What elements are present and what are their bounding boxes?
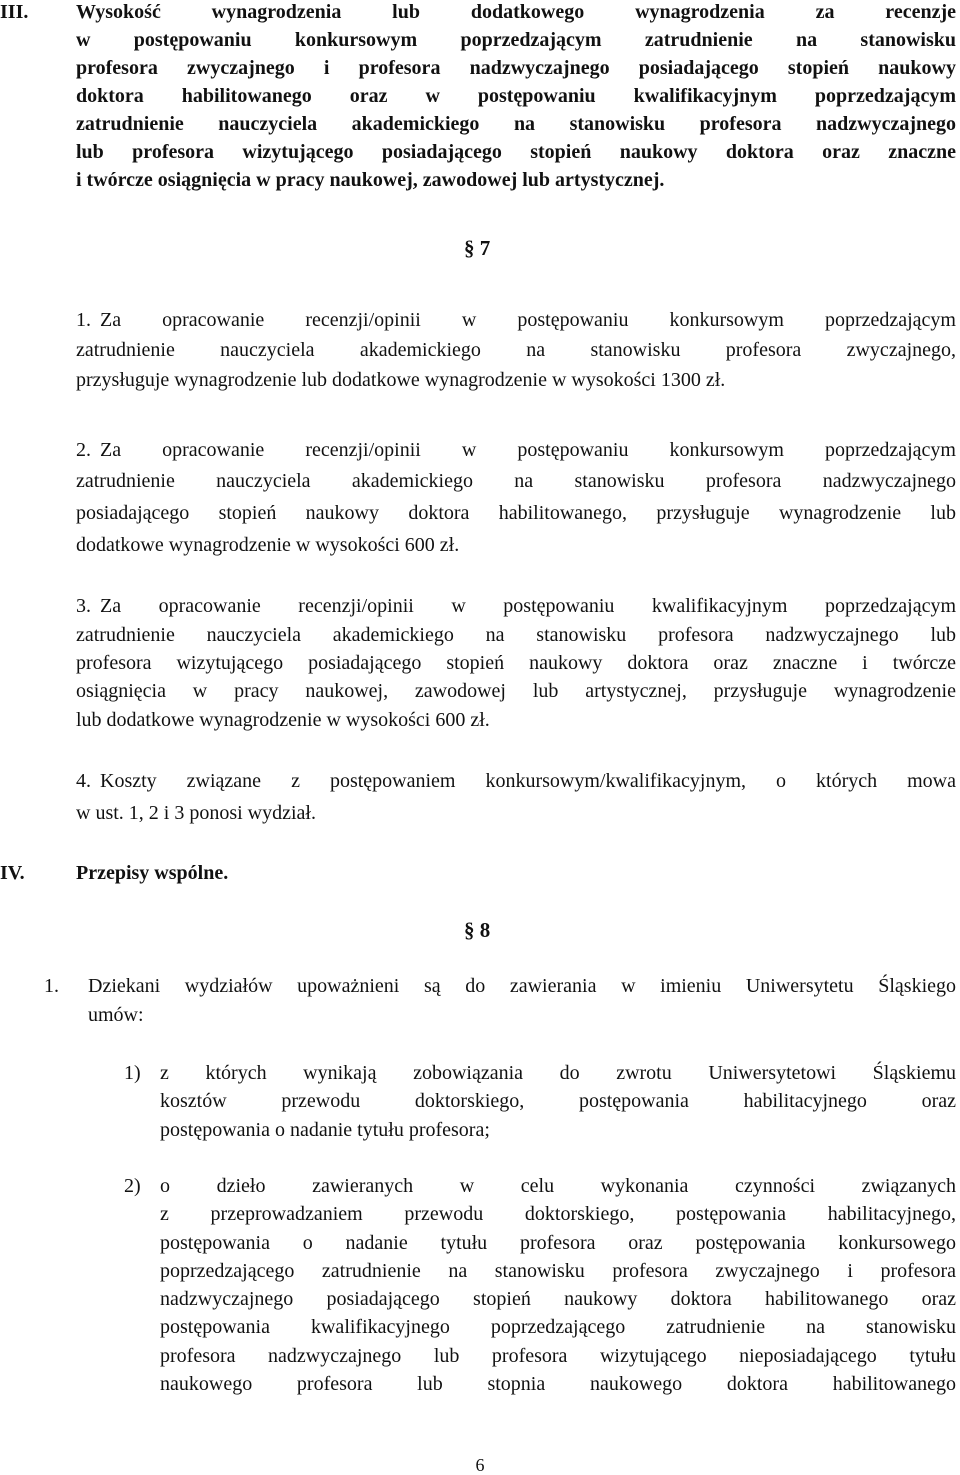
paragraph-7-heading: § 7 [464,236,491,260]
section-iv-heading: Przepisy wspólne. [76,862,229,884]
p7-item-3-line-3: profesora wizytującego posiadającego stopień naukowy doktora oraz znaczne i twórcze [76,652,956,674]
paragraph-8-heading: § 8 [464,918,491,942]
p8-subitem-2-line-1: o dzieło zawieranych w celu wykonania czynności związanych [160,1175,956,1197]
p7-item-4-number: 4. [76,770,91,792]
section-iv-numeral: IV. [0,862,25,884]
p7-item-2-line-1: Za opracowanie recenzji/opinii w postępowaniu konkursowym poprzedzającym [100,439,956,461]
p7-item-3-number: 3. [76,595,91,617]
p7-item-3-line-1: Za opracowanie recenzji/opinii w postępowaniu kwalifikacyjnym poprzedzającym [100,595,956,617]
p8-subitem-2-line-5: nadzwyczajnego posiadającego stopień naukowy doktora habilitowanego oraz [160,1288,956,1310]
p7-item-3-line-5: lub dodatkowe wynagrodzenie w wysokości 600 zł. [76,709,490,731]
section-iii-numeral: III. [0,1,29,23]
p7-item-1-number: 1. [76,309,91,331]
section-iii-heading-line-7: i twórcze osiągnięcia w pracy naukowej, zawodowej lub artystycznej. [76,169,665,191]
section-iii-heading-line-3: profesora zwyczajnego i profesora nadzwyczajnego posiadającego stopień naukowy [76,57,956,79]
p7-item-4-line-1: Koszty związane z postępowaniem konkursowym/kwalifikacyjnym, o których mowa [100,770,956,792]
p8-subitem-2-line-2: z przeprowadzaniem przewodu doktorskiego, postępowania habilitacyjnego, [160,1203,956,1225]
section-iii-heading-line-1: Wysokość wynagrodzenia lub dodatkowego wynagrodzenia za recenzje [76,1,956,23]
section-iii-heading-line-6: lub profesora wizytującego posiadającego stopień naukowy doktora oraz znaczne [76,141,956,163]
p8-subitem-2-line-7: profesora nadzwyczajnego lub profesora wizytującego nieposiadającego tytułu [160,1345,956,1367]
p8-subitem-2-line-8: naukowego profesora lub stopnia naukowego doktora habilitowanego [160,1373,956,1395]
p7-item-3-line-4: osiągnięcia w pracy naukowej, zawodowej lub artystycznej, przysługuje wynagrodzenie [76,680,956,702]
p8-subitem-1-line-2: kosztów przewodu doktorskiego, postępowania habilitacyjnego oraz [160,1090,956,1112]
p8-subitem-2-number: 2) [124,1175,141,1197]
section-iii-heading-line-4: doktora habilitowanego oraz w postępowaniu kwalifikacyjnym poprzedzającym [76,85,956,107]
p7-item-2-line-4: dodatkowe wynagrodzenie w wysokości 600 zł. [76,534,460,556]
p7-item-3-line-2: zatrudnienie nauczyciela akademickiego na stanowisku profesora nadzwyczajnego lub [76,624,956,646]
p7-item-2-line-2: zatrudnienie nauczyciela akademickiego na stanowisku profesora nadzwyczajnego [76,470,956,492]
p8-subitem-1-line-1: z których wynikają zobowiązania do zwrotu Uniwersytetowi Śląskiemu [160,1062,956,1084]
p8-item-1-line-2: umów: [88,1004,144,1026]
p7-item-1-line-3: przysługuje wynagrodzenie lub dodatkowe wynagrodzenie w wysokości 1300 zł. [76,369,726,391]
p8-item-1-line-1: Dziekani wydziałów upoważnieni są do zawierania w imieniu Uniwersytetu Śląskiego [88,975,956,997]
p7-item-2-number: 2. [76,439,91,461]
page-number: 6 [475,1455,485,1475]
p8-item-1-number: 1. [44,975,59,997]
p8-subitem-2-line-4: poprzedzającego zatrudnienie na stanowisku profesora zwyczajnego i profesora [160,1260,956,1282]
section-iii-heading-line-2: w postępowaniu konkursowym poprzedzającym zatrudnienie na stanowisku [76,29,956,51]
p7-item-1-line-2: zatrudnienie nauczyciela akademickiego na stanowisku profesora zwyczajnego, [76,339,956,361]
p7-item-1-line-1: Za opracowanie recenzji/opinii w postępowaniu konkursowym poprzedzającym [100,309,956,331]
p7-item-4-line-2: w ust. 1, 2 i 3 ponosi wydział. [76,802,316,824]
p8-subitem-2-line-3: postępowania o nadanie tytułu profesora oraz postępowania konkursowego [160,1232,956,1254]
p8-subitem-1-line-3: postępowania o nadanie tytułu profesora; [160,1119,490,1141]
p8-subitem-2-line-6: postępowania kwalifikacyjnego poprzedzającego zatrudnienie na stanowisku [160,1316,956,1338]
section-iii-heading-line-5: zatrudnienie nauczyciela akademickiego na stanowisku profesora nadzwyczajnego [76,113,956,135]
p8-subitem-1-number: 1) [124,1062,141,1084]
p7-item-2-line-3: posiadającego stopień naukowy doktora habilitowanego, przysługuje wynagrodzenie lub [76,502,956,524]
